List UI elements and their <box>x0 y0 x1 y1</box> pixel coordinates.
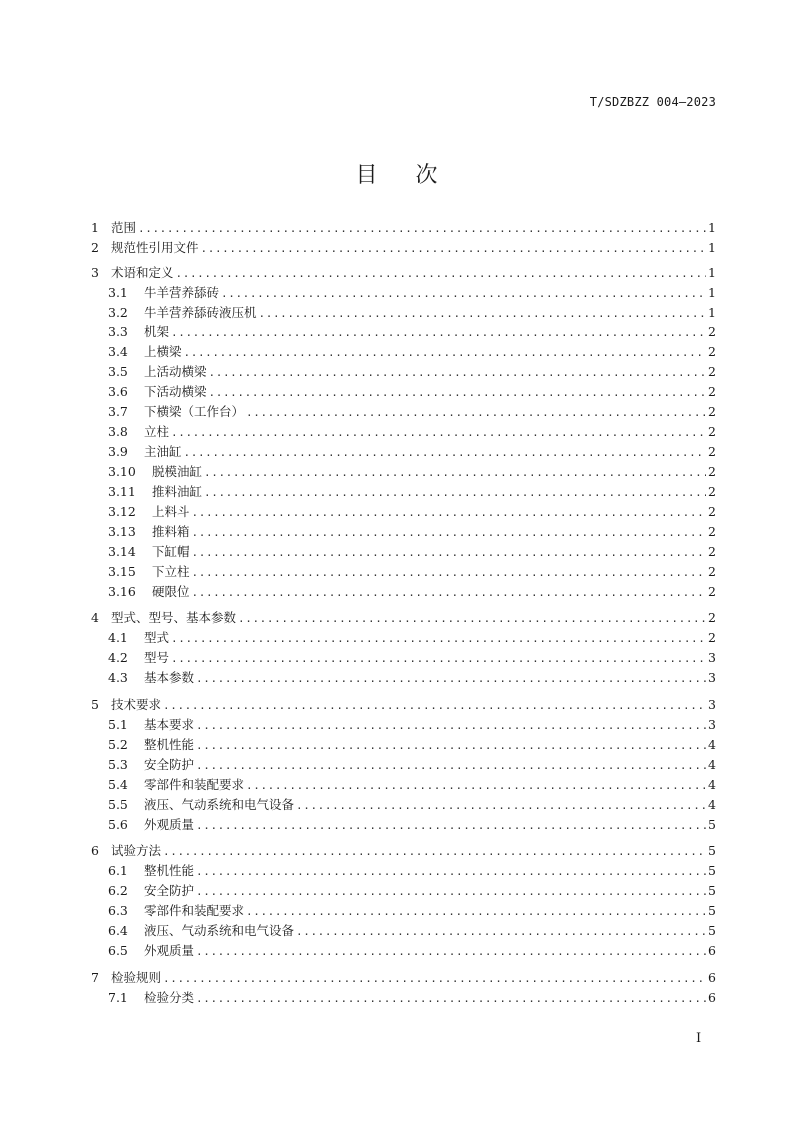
toc-dot-leader <box>209 363 706 383</box>
toc-entry-page: 3 <box>708 697 716 712</box>
toc-entry[interactable] <box>91 362 716 382</box>
toc-entry[interactable] <box>91 968 716 988</box>
toc-dot-leader <box>196 882 706 902</box>
toc-entry-number: 3.14 <box>108 544 136 559</box>
toc-entry[interactable] <box>91 695 716 715</box>
toc-dot-leader <box>192 523 706 543</box>
toc-entry-label: 型式 <box>144 630 170 645</box>
toc-entry-number: 5.5 <box>108 797 128 812</box>
toc-entry-label: 型式、型号、基本参数 <box>111 610 237 625</box>
toc-entry-label: 液压、气动系统和电气设备 <box>144 797 295 812</box>
toc-dot-leader <box>192 583 706 603</box>
toc-entry[interactable] <box>91 263 716 283</box>
toc-entry-label: 下立柱 <box>152 564 190 579</box>
toc-entry-label: 下横梁（工作台） <box>144 404 245 419</box>
toc-dot-leader <box>296 796 706 816</box>
toc-entry-page: 2 <box>708 384 716 399</box>
toc-entry-label: 检验分类 <box>144 990 195 1005</box>
toc-entry-page: 5 <box>708 883 716 898</box>
toc-entry-page: 2 <box>708 324 716 339</box>
toc-entry[interactable] <box>91 482 716 502</box>
toc-entry-page: 2 <box>708 504 716 519</box>
toc-entry-number: 3.15 <box>108 564 136 579</box>
toc-entry-number: 3.1 <box>108 285 128 300</box>
toc-entry[interactable] <box>91 841 716 861</box>
toc-entry[interactable] <box>91 628 716 648</box>
toc-dot-leader <box>246 902 706 922</box>
toc-entry[interactable] <box>91 322 716 342</box>
toc-entry-page: 1 <box>708 240 716 255</box>
toc-dot-leader <box>259 304 706 324</box>
toc-entry-number: 3.6 <box>108 384 128 399</box>
toc-entry-number: 6.5 <box>108 943 128 958</box>
toc-entry[interactable] <box>91 795 716 815</box>
toc-entry-number: 3.2 <box>108 305 128 320</box>
toc-entry-label: 检验规则 <box>111 970 162 985</box>
toc-entry-page: 3 <box>708 650 716 665</box>
toc-entry-page: 2 <box>708 424 716 439</box>
toc-entry-label: 基本参数 <box>144 670 195 685</box>
toc-entry-number: 4.2 <box>108 650 128 665</box>
toc-dot-leader <box>184 343 706 363</box>
toc-entry-number: 3.11 <box>108 484 136 499</box>
toc-entry-label: 推料油缸 <box>152 484 203 499</box>
toc-entry-page: 5 <box>708 817 716 832</box>
toc-dot-leader <box>246 776 706 796</box>
toc-entry-page: 1 <box>708 265 716 280</box>
toc-entry-label: 外观质量 <box>144 817 195 832</box>
document-code: T/SDZBZZ 004—2023 <box>589 95 716 109</box>
toc-entry-number: 3.10 <box>108 464 136 479</box>
toc-entry[interactable] <box>91 921 716 941</box>
toc-entry-page: 2 <box>708 544 716 559</box>
toc-dot-leader <box>163 696 706 716</box>
toc-entry-label: 整机性能 <box>144 737 195 752</box>
toc-dot-leader <box>192 543 706 563</box>
toc-entry[interactable] <box>91 382 716 402</box>
toc-entry-number: 4.1 <box>108 630 128 645</box>
toc-dot-leader <box>171 323 706 343</box>
toc-entry-page: 2 <box>708 344 716 359</box>
toc-entry-label: 液压、气动系统和电气设备 <box>144 923 295 938</box>
toc-dot-leader <box>196 756 706 776</box>
toc-dot-leader <box>163 969 706 989</box>
toc-entry-page: 2 <box>708 610 716 625</box>
toc-dot-leader <box>246 403 706 423</box>
toc-entry[interactable] <box>91 542 716 562</box>
toc-entry-page: 6 <box>708 970 716 985</box>
toc-entry-page: 4 <box>708 797 716 812</box>
toc-entry[interactable] <box>91 815 716 835</box>
toc-entry-number: 7.1 <box>108 990 128 1005</box>
toc-dot-leader <box>196 989 706 1009</box>
toc-entry-number: 5.6 <box>108 817 128 832</box>
toc-entry-label: 下缸帽 <box>152 544 190 559</box>
toc-entry-label: 上料斗 <box>152 504 190 519</box>
toc-entry-label: 推料箱 <box>152 524 190 539</box>
toc-entry[interactable] <box>91 422 716 442</box>
toc-entry-number: 3.9 <box>108 444 128 459</box>
toc-entry-number: 3.12 <box>108 504 136 519</box>
toc-entry-label: 安全防护 <box>144 883 195 898</box>
toc-entry-page: 2 <box>708 464 716 479</box>
toc-entry-page: 2 <box>708 564 716 579</box>
toc-entry-label: 硬限位 <box>152 584 190 599</box>
toc-entry-label: 上横梁 <box>144 344 182 359</box>
toc-entry-label: 零部件和装配要求 <box>144 777 245 792</box>
toc-dot-leader <box>171 629 706 649</box>
toc-dot-leader <box>209 383 706 403</box>
toc-dot-leader <box>201 239 706 259</box>
toc-entry-number: 5.3 <box>108 757 128 772</box>
toc-entry-label: 机架 <box>144 324 170 339</box>
toc-entry-number: 7 <box>91 970 99 985</box>
toc-entry-page: 6 <box>708 943 716 958</box>
toc-entry[interactable] <box>91 502 716 522</box>
toc-dot-leader <box>196 816 706 836</box>
toc-entry-label: 主油缸 <box>144 444 182 459</box>
toc-entry-page: 4 <box>708 777 716 792</box>
toc-entry[interactable] <box>91 901 716 921</box>
toc-entry-number: 3.13 <box>108 524 136 539</box>
toc-entry[interactable] <box>91 442 716 462</box>
toc-dot-leader <box>171 423 706 443</box>
toc-entry[interactable] <box>91 238 716 258</box>
toc-entry-page: 3 <box>708 717 716 732</box>
toc-entry[interactable] <box>91 668 716 688</box>
toc-dot-leader <box>238 609 706 629</box>
toc-entry-page: 2 <box>708 484 716 499</box>
toc-entry-label: 牛羊营养舔砖 <box>144 285 220 300</box>
toc-dot-leader <box>184 443 706 463</box>
toc-entry-label: 脱模油缸 <box>152 464 203 479</box>
toc-entry-label: 范围 <box>111 220 137 235</box>
toc-dot-leader <box>163 842 706 862</box>
toc-entry-page: 1 <box>708 220 716 235</box>
toc-dot-leader <box>176 264 706 284</box>
toc-entry-page: 2 <box>708 404 716 419</box>
toc-entry-number: 4.3 <box>108 670 128 685</box>
toc-entry-page: 5 <box>708 903 716 918</box>
toc-entry-label: 上活动横梁 <box>144 364 207 379</box>
toc-entry[interactable] <box>91 861 716 881</box>
toc-entry[interactable] <box>91 522 716 542</box>
toc-entry-label: 技术要求 <box>111 697 162 712</box>
toc-entry-page: 2 <box>708 364 716 379</box>
toc-dot-leader <box>296 922 706 942</box>
toc-entry-number: 3.3 <box>108 324 128 339</box>
toc-entry-label: 规范性引用文件 <box>111 240 199 255</box>
toc-entry-label: 型号 <box>144 650 170 665</box>
toc-entry-number: 6.2 <box>108 883 128 898</box>
toc-entry-label: 基本要求 <box>144 717 195 732</box>
toc-entry-number: 6.3 <box>108 903 128 918</box>
toc-entry-number: 5.2 <box>108 737 128 752</box>
toc-dot-leader <box>171 649 706 669</box>
toc-entry-number: 5 <box>91 697 99 712</box>
toc-entry[interactable] <box>91 988 716 1008</box>
toc-entry[interactable] <box>91 755 716 775</box>
toc-entry-label: 安全防护 <box>144 757 195 772</box>
toc-entry-number: 5.1 <box>108 717 128 732</box>
toc-entry-page: 2 <box>708 524 716 539</box>
toc-entry-page: 4 <box>708 737 716 752</box>
toc-entry[interactable] <box>91 582 716 602</box>
toc-entry-number: 6.1 <box>108 863 128 878</box>
toc-entry-page: 3 <box>708 670 716 685</box>
toc-entry-page: 1 <box>708 305 716 320</box>
toc-dot-leader <box>192 563 706 583</box>
toc-entry-number: 6 <box>91 843 99 858</box>
toc-entry[interactable] <box>91 775 716 795</box>
toc-entry[interactable] <box>91 462 716 482</box>
toc-entry-number: 3.5 <box>108 364 128 379</box>
toc-dot-leader <box>204 483 706 503</box>
toc-dot-leader <box>138 219 706 239</box>
toc-entry-number: 3.8 <box>108 424 128 439</box>
toc-dot-leader <box>196 716 706 736</box>
toc-entry[interactable] <box>91 715 716 735</box>
toc-entry-page: 4 <box>708 757 716 772</box>
toc-dot-leader <box>196 942 706 962</box>
toc-entry-number: 5.4 <box>108 777 128 792</box>
toc-entry-number: 3.4 <box>108 344 128 359</box>
toc-entry-number: 3.7 <box>108 404 128 419</box>
toc-entry-number: 3 <box>91 265 99 280</box>
toc-entry-number: 1 <box>91 220 99 235</box>
toc-entry[interactable] <box>91 402 716 422</box>
toc-entry-label: 零部件和装配要求 <box>144 903 245 918</box>
page-folio: I <box>696 1031 702 1046</box>
toc-entry-label: 整机性能 <box>144 863 195 878</box>
toc-entry[interactable] <box>91 303 716 323</box>
toc-entry[interactable] <box>91 283 716 303</box>
toc-dot-leader <box>204 463 706 483</box>
toc-entry-number: 3.16 <box>108 584 136 599</box>
toc-entry[interactable] <box>91 608 716 628</box>
toc-entry-label: 立柱 <box>144 424 170 439</box>
toc-entry-page: 5 <box>708 843 716 858</box>
toc-entry[interactable] <box>91 342 716 362</box>
toc-entry[interactable] <box>91 735 716 755</box>
toc-entry-page: 1 <box>708 285 716 300</box>
toc-entry-page: 2 <box>708 630 716 645</box>
toc-entry-page: 5 <box>708 923 716 938</box>
toc-entry[interactable] <box>91 562 716 582</box>
toc-entry-label: 外观质量 <box>144 943 195 958</box>
toc-dot-leader <box>196 669 706 689</box>
toc-entry-label: 下活动横梁 <box>144 384 207 399</box>
toc-entry[interactable] <box>91 941 716 961</box>
toc-entry[interactable] <box>91 648 716 668</box>
toc-entry-page: 5 <box>708 863 716 878</box>
page-title: 目次 <box>355 163 476 188</box>
toc-entry-number: 2 <box>91 240 99 255</box>
toc-entry-page: 2 <box>708 584 716 599</box>
toc-entry[interactable] <box>91 218 716 238</box>
toc-entry-label: 术语和定义 <box>111 265 174 280</box>
toc-entry-number: 4 <box>91 610 99 625</box>
toc-dot-leader <box>221 284 706 304</box>
toc-entry-page: 6 <box>708 990 716 1005</box>
toc-entry-label: 牛羊营养舔砖液压机 <box>144 305 257 320</box>
toc-entry-page: 2 <box>708 444 716 459</box>
toc-dot-leader <box>192 503 706 523</box>
toc-dot-leader <box>196 862 706 882</box>
toc-dot-leader <box>196 736 706 756</box>
toc-entry[interactable] <box>91 881 716 901</box>
toc-entry-label: 试验方法 <box>111 843 162 858</box>
toc-entry-number: 6.4 <box>108 923 128 938</box>
